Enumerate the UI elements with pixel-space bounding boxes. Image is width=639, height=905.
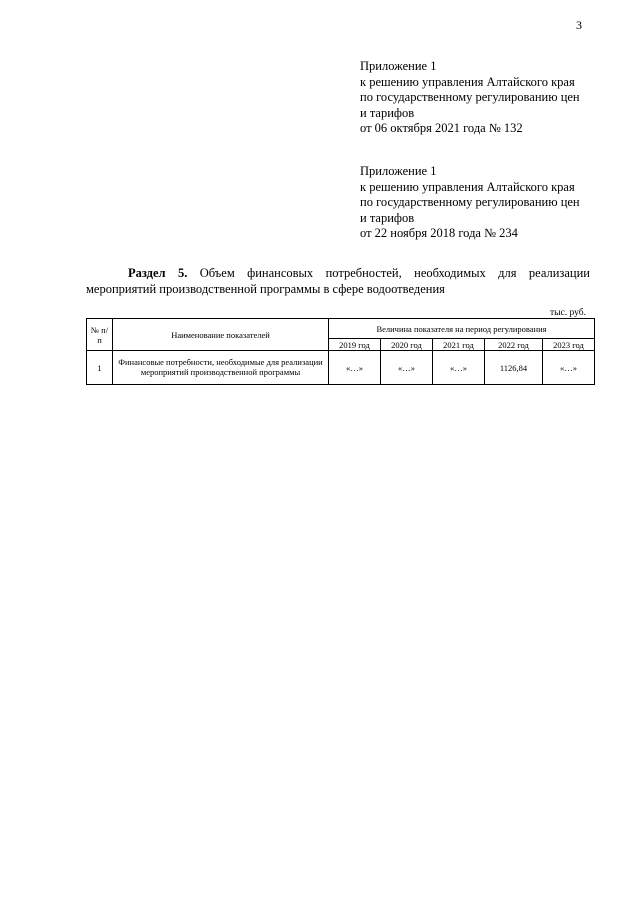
header-indicator-name: Наименование показателей <box>113 319 329 351</box>
appendix-line: к решению управления Алтайского края <box>360 74 575 89</box>
appendix-current <box>360 59 580 137</box>
header-number: № п/п <box>87 319 113 351</box>
header-year: 2021 год <box>433 339 485 351</box>
section-heading <box>86 266 590 297</box>
header-period-value: Величина показателя на период регулирования <box>329 319 595 339</box>
appendix-line: к решению управления Алтайского края <box>360 179 575 194</box>
section-text: Объем финансовых потребностей, необходимых для реализации мероприятий производственной программы в сфере водоотведения <box>86 266 590 296</box>
header-year: 2023 год <box>543 339 595 351</box>
section-label: Раздел 5. <box>128 266 188 280</box>
row-number: 1 <box>87 351 113 385</box>
row-value: «…» <box>381 351 433 385</box>
page-number: 3 <box>576 18 582 32</box>
units-label: тыс. руб. <box>550 308 586 318</box>
row-value: «…» <box>433 351 485 385</box>
appendix-line: по государственному регулированию цен <box>360 90 580 104</box>
header-year: 2019 год <box>329 339 381 351</box>
row-indicator-name: Финансовые потребности, необходимые для реализации мероприятий производственной программы <box>113 351 329 385</box>
row-value: «…» <box>329 351 381 385</box>
header-year: 2022 год <box>485 339 543 351</box>
row-value: «…» <box>543 351 595 385</box>
table-row <box>87 351 595 385</box>
appendix-line: по государственному регулированию цен <box>360 195 580 209</box>
appendix-line: от 06 октября 2021 года № 132 <box>360 121 523 135</box>
appendix-line: и тарифов <box>360 105 415 120</box>
appendix-line: и тарифов <box>360 210 415 225</box>
financial-needs-table <box>86 318 595 385</box>
appendix-line: Приложение 1 <box>360 164 437 178</box>
row-value: 1126,84 <box>485 351 543 385</box>
appendix-original <box>360 164 580 242</box>
appendix-line: от 22 ноября 2018 года № 234 <box>360 226 518 240</box>
appendix-line: Приложение 1 <box>360 59 437 73</box>
header-year: 2020 год <box>381 339 433 351</box>
